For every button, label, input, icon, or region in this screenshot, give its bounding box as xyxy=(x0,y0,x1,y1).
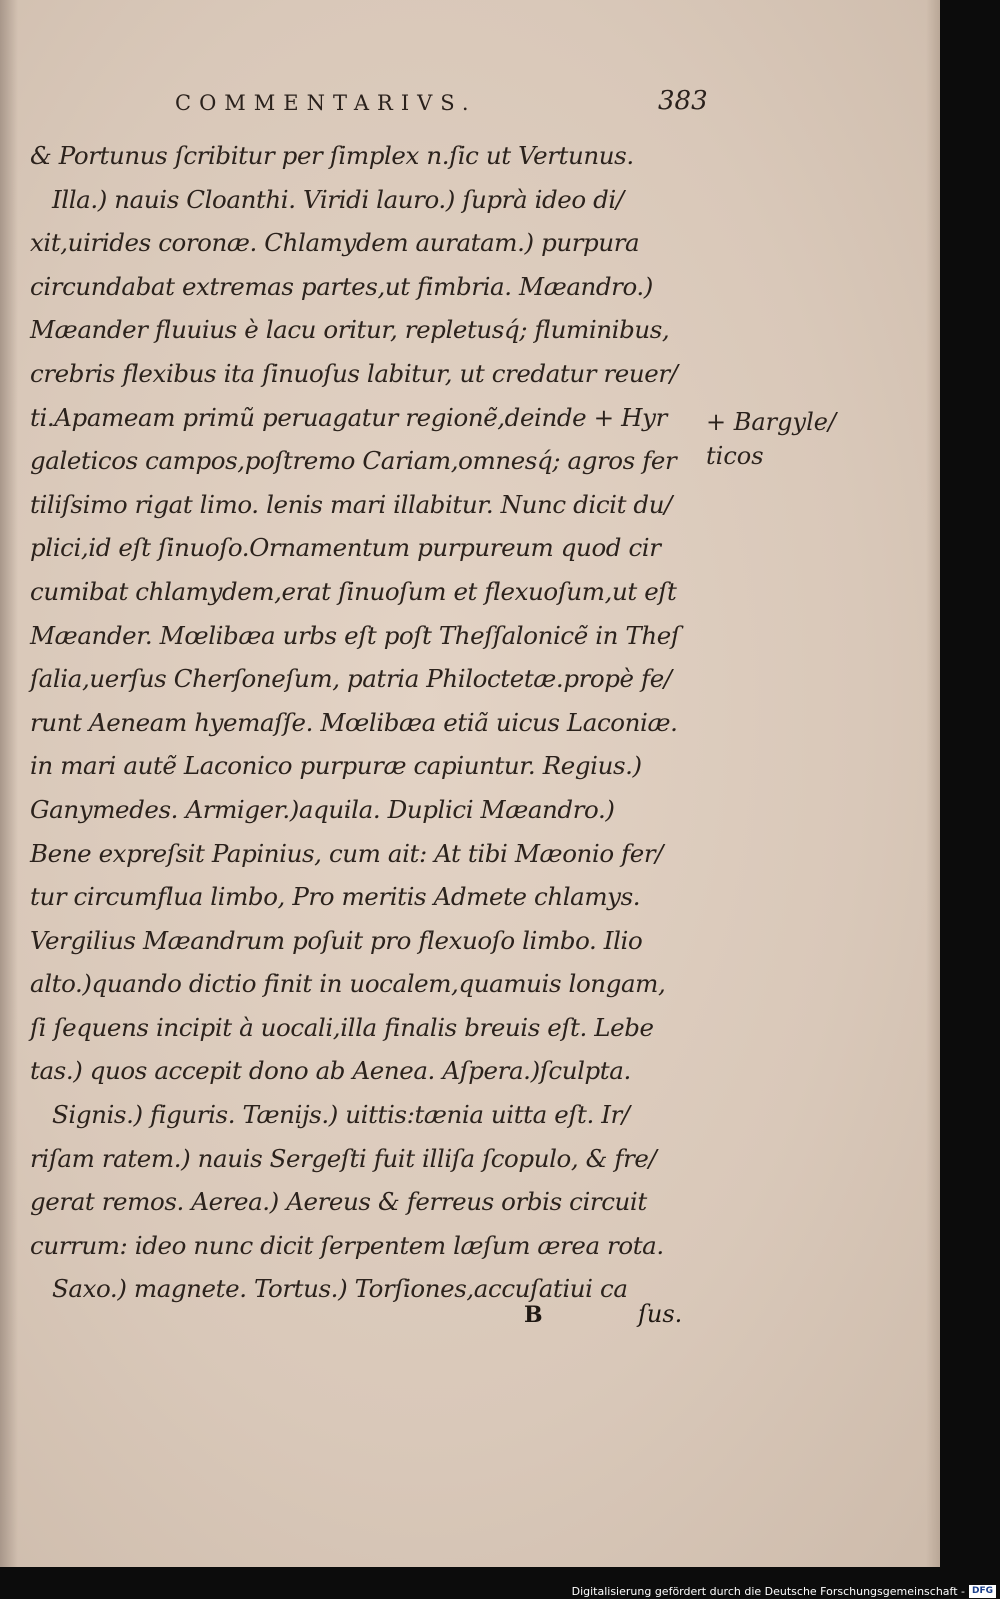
margin-note-line: + Bargyle/ xyxy=(706,408,837,436)
text-line: in mari autẽ Laconico purpuræ capiuntur. Regius.) xyxy=(30,751,642,781)
text-line: tas.) quos accepit dono ab Aenea. Aſpera.)ſculpta. xyxy=(30,1056,631,1086)
dfg-logo: DFG xyxy=(969,1585,996,1598)
catchword: ſus. xyxy=(638,1300,683,1328)
text-line: gerat remos. Aerea.) Aereus & ferreus orbis circuit xyxy=(30,1187,647,1217)
text-line: & Portunus ſcribitur per ſimplex n.ſic ut Vertunus. xyxy=(30,141,634,170)
body-text xyxy=(30,134,710,1311)
text-line: Mæander. Mœlibæa urbs eſt poſt Theſſalonicẽ in Theſ xyxy=(30,620,680,650)
text-line: circundabat extremas partes,ut fimbria. Mæandro.) xyxy=(30,271,653,301)
text-line: tiliſsimo rigat limo. lenis mari illabitur. Nunc dicit du/ xyxy=(30,489,672,519)
text-line: Illa.) nauis Cloanthi. Viridi lauro.) ſuprà ideo di/ xyxy=(52,184,624,214)
text-line: xit,uirides coronæ. Chlamydem auratam.) purpura xyxy=(30,228,640,258)
text-line: cumibat chlamydem,erat ſinuoſum et flexuoſum,ut eſt xyxy=(30,576,677,606)
text-line: riſam ratem.) nauis Sergeſti fuit illiſa ſcopulo, & fre/ xyxy=(30,1143,657,1173)
credit-text: Digitalisierung gefördert durch die Deutsche Forschungsgemeinschaft - xyxy=(571,1585,965,1598)
text-line: Saxo.) magnete. Tortus.) Torſiones,accuſatiui ca xyxy=(52,1274,628,1304)
margin-note-line: ticos xyxy=(706,442,764,470)
page-number: 383 xyxy=(658,86,708,116)
text-line: alto.)quando dictio finit in uocalem,quamuis longam, xyxy=(30,969,666,999)
text-line: runt Aeneam hyemaſſe. Mœlibæa etiã uicus Laconiæ. xyxy=(30,707,678,737)
running-head: COMMENTARIVS. xyxy=(175,91,477,115)
text-line: tur circumflua limbo, Pro meritis Admete chlamys. xyxy=(30,882,641,912)
text-line: ti.Apameam primũ peruagatur regionẽ,deinde + Hyr xyxy=(30,402,667,432)
digitization-credit xyxy=(572,1585,996,1598)
text-line: crebris flexibus ita ſinuoſus labitur, ut credatur reuer/ xyxy=(30,358,678,388)
text-line: Vergilius Mæandrum poſuit pro flexuoſo limbo. Ilio xyxy=(30,925,643,955)
text-line: ſi ſequens incipit à uocali,illa finalis breuis eſt. Lebe xyxy=(30,1012,654,1042)
text-line: galeticos campos,poſtremo Cariam,omnesq́; agros fer xyxy=(30,446,677,476)
text-line: Mæander fluuius è lacu oritur, repletusq́; fluminibus, xyxy=(30,315,670,345)
text-line: Signis.) figuris. Tænijs.) uittis:tænia uitta eſt. Ir/ xyxy=(52,1100,630,1130)
text-line: ſalia,uerſus Cherſoneſum, patria Philoctetæ.propè fe/ xyxy=(30,664,672,694)
signature-mark: B xyxy=(524,1302,543,1328)
text-line: currum: ideo nunc dicit ſerpentem læſum ærea rota. xyxy=(30,1230,664,1260)
text-line: plici,id eſt ſinuoſo.Ornamentum purpureum quod cir xyxy=(30,533,661,563)
text-line: Ganymedes. Armiger.)aquila. Duplici Mæandro.) xyxy=(30,794,615,824)
margin-note xyxy=(706,402,836,476)
text-line: Bene expreſsit Papinius, cum ait: At tibi Mæonio fer/ xyxy=(30,838,664,868)
